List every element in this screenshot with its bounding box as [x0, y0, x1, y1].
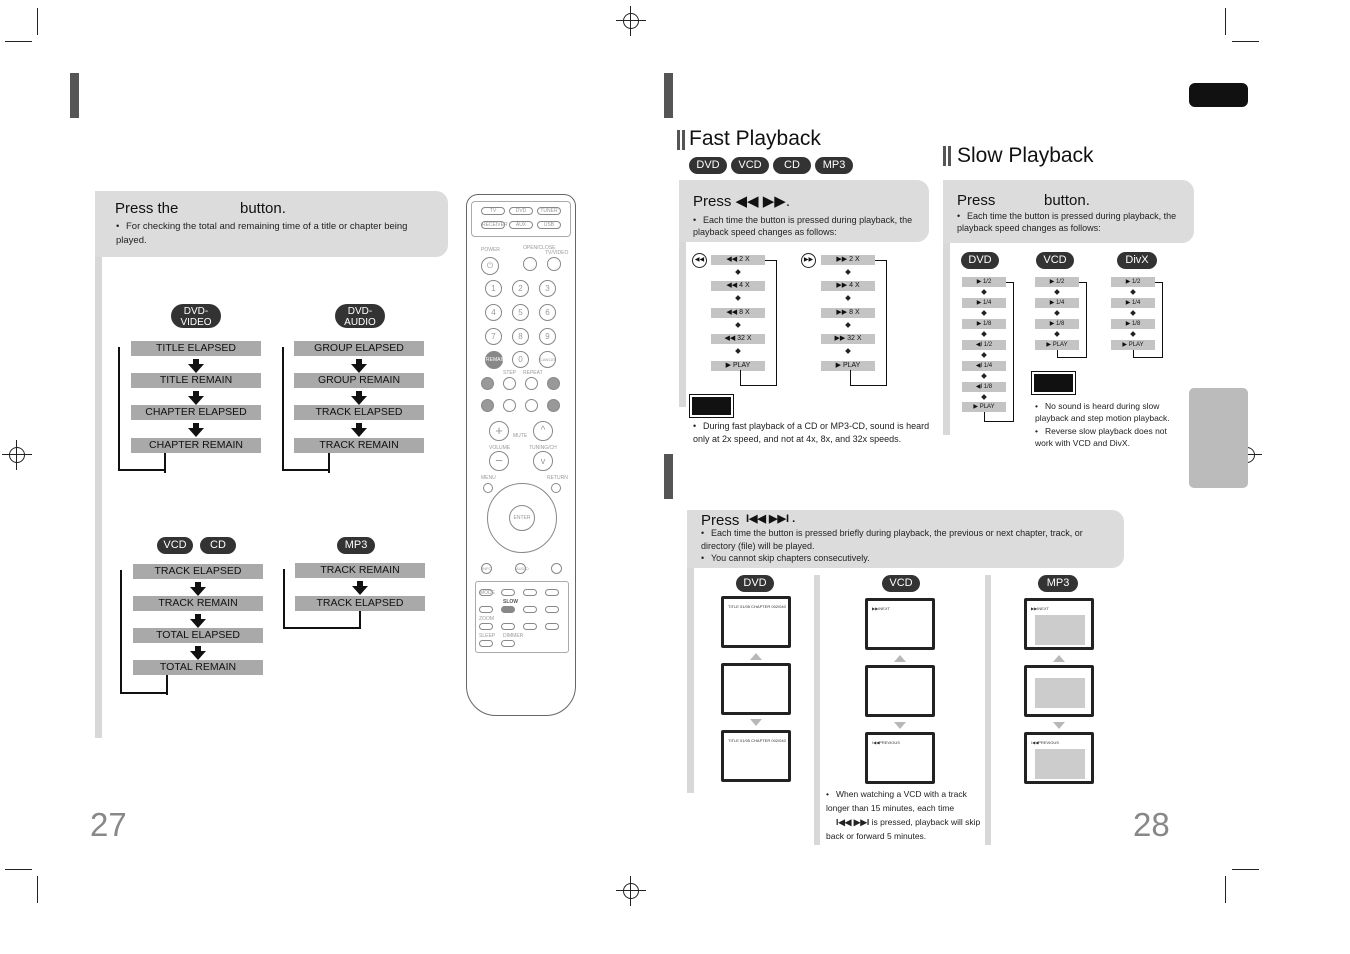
side-tab — [1189, 388, 1248, 488]
power-label: POWER — [481, 247, 500, 253]
rewind-icon: ◀◀ — [692, 253, 707, 268]
arrow-dot — [845, 295, 851, 301]
arrow-dot — [1130, 289, 1136, 295]
page-number: 27 — [90, 806, 127, 843]
speed-box: ▶ 1/2 — [962, 277, 1006, 287]
loop-line — [166, 675, 168, 695]
remote-button[interactable] — [523, 606, 537, 613]
arrow-dot — [981, 373, 987, 379]
open-close-button[interactable] — [523, 257, 537, 271]
dvd-video-badge: DVD-VIDEO — [171, 304, 221, 328]
loop-line — [850, 370, 851, 386]
slow-note-2: • Reverse slow playback does not work with VCD and DivX. — [1035, 426, 1167, 448]
loop-line — [740, 370, 741, 386]
dvd-badge: DVD — [689, 157, 727, 174]
down-arrow-icon — [190, 651, 206, 660]
step-button[interactable] — [503, 377, 516, 390]
speed-box: ◀I 1/2 — [962, 340, 1006, 350]
press-prefix: Press the — [115, 200, 179, 217]
column-divider — [814, 575, 820, 845]
speed-box: ▶ 1/8 — [1111, 319, 1155, 329]
up-arrow-icon — [750, 653, 762, 660]
crop-mark — [37, 8, 38, 35]
speed-box: ▶ PLAY — [821, 361, 875, 371]
speed-box: ◀◀ 8 X — [711, 308, 765, 318]
mp3-screen: ▶▶INEXT — [1024, 598, 1094, 650]
cancel-button[interactable]: CANCEL — [539, 351, 556, 368]
press-suffix: button. — [240, 200, 286, 217]
arrow-dot — [845, 348, 851, 354]
skip-forward-icon[interactable] — [547, 399, 560, 412]
tuner-button[interactable]: TUNER — [537, 207, 561, 215]
digit-7-button[interactable]: 7 — [485, 328, 502, 345]
skip-press: Press — [701, 512, 740, 529]
speed-box: ▶ PLAY — [1111, 340, 1155, 350]
display-box: TRACK ELAPSED — [294, 405, 424, 420]
panel-strip — [943, 243, 950, 435]
speed-box: ▶ PLAY — [1035, 340, 1079, 350]
volume-up-icon[interactable]: + — [489, 421, 509, 441]
cd-badge: CD — [773, 157, 811, 174]
arrow-dot — [735, 269, 741, 275]
slow-note: • Each time the button is pressed during playback, the playback speed changes as follows: — [957, 211, 1177, 233]
registration-mark — [2, 440, 32, 470]
speed-box: ▶ 1/2 — [1035, 277, 1079, 287]
audio-button[interactable]: AUDIO — [515, 563, 526, 574]
down-arrow-icon — [188, 396, 204, 405]
dimmer-label: DIMMER — [503, 633, 524, 639]
digit-6-button[interactable]: 6 — [539, 304, 556, 321]
vcd-badge: VCD — [1036, 252, 1074, 269]
time-note: • For checking the total and remaining time of a title or chapter being played. — [116, 221, 408, 246]
vcd-badge: VCD — [882, 575, 920, 592]
fast-forward-icon[interactable] — [547, 377, 560, 390]
display-box: TOTAL ELAPSED — [133, 628, 263, 643]
stop-icon[interactable] — [503, 399, 516, 412]
skip-icons: I◀◀ ▶▶I — [836, 817, 870, 827]
skip-back-icon[interactable] — [481, 399, 494, 412]
title-bar — [677, 130, 680, 150]
speed-box: ◀◀ 2 X — [711, 255, 765, 265]
play-pause-icon[interactable] — [525, 399, 538, 412]
tv-screen: I◀◀PREVIOUS — [865, 732, 935, 784]
speed-box: ◀I 1/8 — [962, 382, 1006, 392]
display-box: TITLE ELAPSED — [131, 341, 261, 356]
fast-forward-icon: ▶▶ — [801, 253, 816, 268]
loop-line — [984, 421, 1014, 422]
vcd-skip-note: • When watching a VCD with a track longer than 15 minutes, each time I◀◀ ▶▶I is pressed, playback will skip back or forward 5 minutes. — [826, 789, 981, 841]
digit-3-button[interactable]: 3 — [539, 280, 556, 297]
repeat-label: REPEAT — [523, 370, 543, 376]
skip-note-1: • Each time the button is pressed briefly during playback, the previous or next chapter, track, or directory (file) will be played. — [701, 528, 1083, 551]
display-box: GROUP ELAPSED — [294, 341, 424, 356]
digit-2-button[interactable]: 2 — [512, 280, 529, 297]
vcd-badge: VCD — [731, 157, 769, 174]
mode-button[interactable]: MODE — [480, 590, 495, 596]
display-box: TRACK ELAPSED — [133, 564, 263, 579]
step-label: STEP — [503, 370, 517, 376]
note-label — [1032, 372, 1075, 394]
remote-button[interactable] — [501, 623, 515, 630]
loop-line — [1006, 282, 1014, 422]
display-box: TRACK REMAIN — [295, 563, 425, 578]
chapter-tab — [1189, 83, 1248, 107]
speed-box: ▶ 1/8 — [962, 319, 1006, 329]
panel-strip — [679, 242, 686, 407]
column-divider — [985, 575, 991, 845]
registration-mark — [616, 6, 646, 36]
down-arrow-icon — [188, 364, 204, 373]
display-box: TRACK REMAIN — [133, 596, 263, 611]
arrow-dot — [981, 331, 987, 337]
remote-button[interactable] — [545, 623, 559, 630]
skip-note-2: • You cannot skip chapters consecutively. — [701, 553, 870, 563]
loop-line — [875, 260, 887, 386]
speed-box: ◀◀ 4 X — [711, 281, 765, 291]
display-box: CHAPTER REMAIN — [131, 438, 261, 453]
tvvideo-label: TV/VIDEO — [545, 250, 569, 256]
loop-line — [765, 260, 777, 386]
down-arrow-icon — [894, 722, 906, 729]
divx-badge: DivX — [1117, 252, 1157, 269]
return-button[interactable] — [551, 483, 561, 493]
arrow-dot — [981, 289, 987, 295]
mp3-badge: MP3 — [1038, 575, 1078, 592]
down-arrow-icon — [190, 619, 206, 628]
digit-5-button[interactable]: 5 — [512, 304, 529, 321]
digit-9-button[interactable]: 9 — [539, 328, 556, 345]
loop-line — [120, 570, 168, 694]
sleep-button[interactable] — [479, 640, 493, 647]
tv-screen: ▶▶INEXT — [865, 598, 935, 650]
speed-box: ◀◀ 32 X — [711, 334, 765, 344]
tuning-label: TUNING/CH — [529, 445, 557, 451]
loop-line — [1133, 350, 1163, 358]
speed-box: ▶▶ 8 X — [821, 308, 875, 318]
fast-warning: • During fast playback of a CD or MP3-CD, sound is heard only at 2x speed, and not at 4x, 8x, and 32x speeds. — [693, 421, 930, 444]
open-label: OPEN/CLOSE — [523, 245, 556, 251]
dimmer-button[interactable] — [501, 640, 515, 647]
mute-label: MUTE — [513, 433, 528, 439]
display-box: TRACK REMAIN — [294, 438, 424, 453]
down-arrow-icon — [1053, 722, 1065, 729]
remote-button[interactable] — [523, 623, 537, 630]
cd-badge: CD — [200, 537, 236, 554]
remote-control — [466, 194, 576, 716]
fast-note: • Each time the button is pressed during playback, the playback speed changes as follows: — [693, 215, 913, 237]
zoom-button[interactable] — [479, 623, 493, 630]
arrow-dot — [1054, 310, 1060, 316]
loop-line — [740, 385, 777, 386]
down-arrow-icon — [188, 428, 204, 437]
info-button[interactable]: INFO — [481, 563, 492, 574]
arrow-dot — [1054, 331, 1060, 337]
digit-8-button[interactable]: 8 — [512, 328, 529, 345]
title-bar — [943, 146, 946, 166]
speed-box: ▶ 1/4 — [1111, 298, 1155, 308]
speed-box: ▶ 1/4 — [962, 298, 1006, 308]
crop-mark — [37, 876, 38, 903]
slow-press-prefix: Press — [957, 192, 996, 209]
page-number: 28 — [1133, 806, 1170, 843]
mp3-badge: MP3 — [815, 157, 853, 174]
rewind-icon[interactable] — [481, 377, 494, 390]
arrow-dot — [735, 295, 741, 301]
loop-line — [118, 347, 166, 471]
title-bar — [948, 146, 951, 166]
digit-0-button[interactable]: 0 — [512, 351, 529, 368]
volume-down-icon[interactable]: − — [489, 451, 509, 471]
dvd-button[interactable]: DVD — [509, 207, 533, 215]
section-bar — [70, 73, 79, 118]
remote-button[interactable] — [523, 589, 537, 596]
speed-box: ▶▶ 4 X — [821, 281, 875, 291]
display-box: CHAPTER ELAPSED — [131, 405, 261, 420]
loop-line — [282, 347, 330, 471]
crop-mark — [1225, 876, 1226, 903]
down-arrow-icon — [351, 428, 367, 437]
arrow-dot — [735, 348, 741, 354]
aux-button[interactable]: AUX — [509, 221, 533, 229]
loop-line — [850, 385, 887, 386]
menu-label: MENU — [481, 475, 496, 481]
section-bar — [664, 73, 673, 118]
arrow-dot — [981, 352, 987, 358]
speed-box: ▶ 1/4 — [1035, 298, 1079, 308]
remote-button[interactable] — [545, 606, 559, 613]
crop-mark — [1225, 8, 1226, 35]
loop-line — [283, 569, 361, 629]
down-arrow-icon — [351, 396, 367, 405]
slow-note-1: • No sound is heard during slow playback and step motion playback. — [1035, 401, 1170, 423]
tuning-up-icon[interactable]: ^ — [533, 421, 553, 441]
display-box: TRACK ELAPSED — [295, 596, 425, 611]
dvd-badge: DVD — [961, 252, 999, 269]
note-label — [690, 395, 733, 417]
receiver-button[interactable]: RECEIVER — [482, 222, 508, 228]
speed-box: ▶ 1/2 — [1111, 277, 1155, 287]
fast-press: Press ◀◀ ▶▶. — [693, 193, 790, 210]
mp3-screen: I◀◀PREVIOUS — [1024, 732, 1094, 784]
arrow-dot — [981, 310, 987, 316]
loop-line — [1057, 350, 1087, 358]
mp3-badge: MP3 — [337, 537, 375, 554]
tv-screen: TITLE 01/05 CHAPTER 002/040 — [721, 730, 791, 782]
speed-box: ◀I 1/4 — [962, 361, 1006, 371]
arrow-dot — [1054, 289, 1060, 295]
menu-button[interactable] — [483, 483, 493, 493]
vcd-badge: VCD — [157, 537, 193, 554]
tv-video-button[interactable] — [547, 257, 561, 271]
tuning-down-icon[interactable]: v — [533, 451, 553, 471]
remote-button[interactable] — [501, 589, 515, 596]
panel-strip — [95, 257, 102, 738]
panel-strip — [687, 568, 694, 793]
dvd-badge: DVD — [736, 575, 774, 592]
arrow-dot — [981, 394, 987, 400]
slow-press-suffix: button. — [1044, 192, 1090, 209]
tv-screen — [865, 665, 935, 717]
display-box: TITLE REMAIN — [131, 373, 261, 388]
registration-mark — [616, 876, 646, 906]
enter-button[interactable]: ENTER — [509, 505, 535, 531]
fast-playback-title: Fast Playback — [689, 127, 821, 150]
up-arrow-icon — [894, 655, 906, 662]
digit-1-button[interactable]: 1 — [485, 280, 502, 297]
loop-line — [328, 453, 330, 473]
tv-screen: TITLE 01/05 CHAPTER 002/040 — [721, 596, 791, 648]
section-bar — [664, 454, 673, 499]
speed-box: ▶ PLAY — [711, 361, 765, 371]
digit-4-button[interactable]: 4 — [485, 304, 502, 321]
tv-button[interactable]: TV — [481, 207, 505, 215]
repeat-button[interactable] — [525, 377, 538, 390]
speed-box: ▶ 1/8 — [1035, 319, 1079, 329]
speed-box: ▶▶ 32 X — [821, 334, 875, 344]
title-bar — [682, 130, 685, 150]
crop-mark — [1232, 41, 1259, 42]
arrow-dot — [1130, 310, 1136, 316]
usb-button[interactable]: USB — [537, 221, 561, 229]
tv-screen — [721, 663, 791, 715]
display-box: GROUP REMAIN — [294, 373, 424, 388]
loop-line — [164, 453, 166, 473]
down-arrow-icon — [351, 364, 367, 373]
slow-button[interactable] — [501, 606, 515, 613]
display-box: TOTAL REMAIN — [133, 660, 263, 675]
down-arrow-icon — [190, 587, 206, 596]
remain-button[interactable]: REMAIN — [485, 351, 503, 369]
crop-mark — [1232, 869, 1259, 870]
arrow-dot — [845, 269, 851, 275]
up-arrow-icon — [1053, 655, 1065, 662]
arrow-dot — [845, 322, 851, 328]
loop-line — [1079, 282, 1087, 358]
crop-mark — [5, 41, 32, 42]
loop-line — [1155, 282, 1163, 358]
return-label: RETURN — [547, 475, 568, 481]
zoom-label: ZOOM — [479, 616, 494, 622]
volume-label: VOLUME — [489, 445, 511, 451]
arrow-dot — [1130, 331, 1136, 337]
power-icon[interactable]: ⏻ — [481, 257, 499, 275]
down-arrow-icon — [750, 719, 762, 726]
mp3-screen — [1024, 665, 1094, 717]
sleep-label: SLEEP — [479, 633, 496, 639]
speed-box: ▶▶ 2 X — [821, 255, 875, 265]
dvd-audio-badge: DVD-AUDIO — [335, 304, 385, 328]
slow-label: SLOW — [503, 599, 518, 605]
skip-icons: I◀◀ ▶▶I . — [746, 513, 796, 525]
remote-button[interactable] — [545, 589, 559, 596]
slow-playback-title: Slow Playback — [957, 144, 1094, 167]
remote-button[interactable] — [479, 606, 493, 613]
crop-mark — [5, 869, 32, 870]
arrow-dot — [735, 322, 741, 328]
speed-box: ▶ PLAY — [962, 402, 1006, 412]
loop-line — [359, 611, 361, 629]
subtitle-button[interactable] — [551, 563, 562, 574]
